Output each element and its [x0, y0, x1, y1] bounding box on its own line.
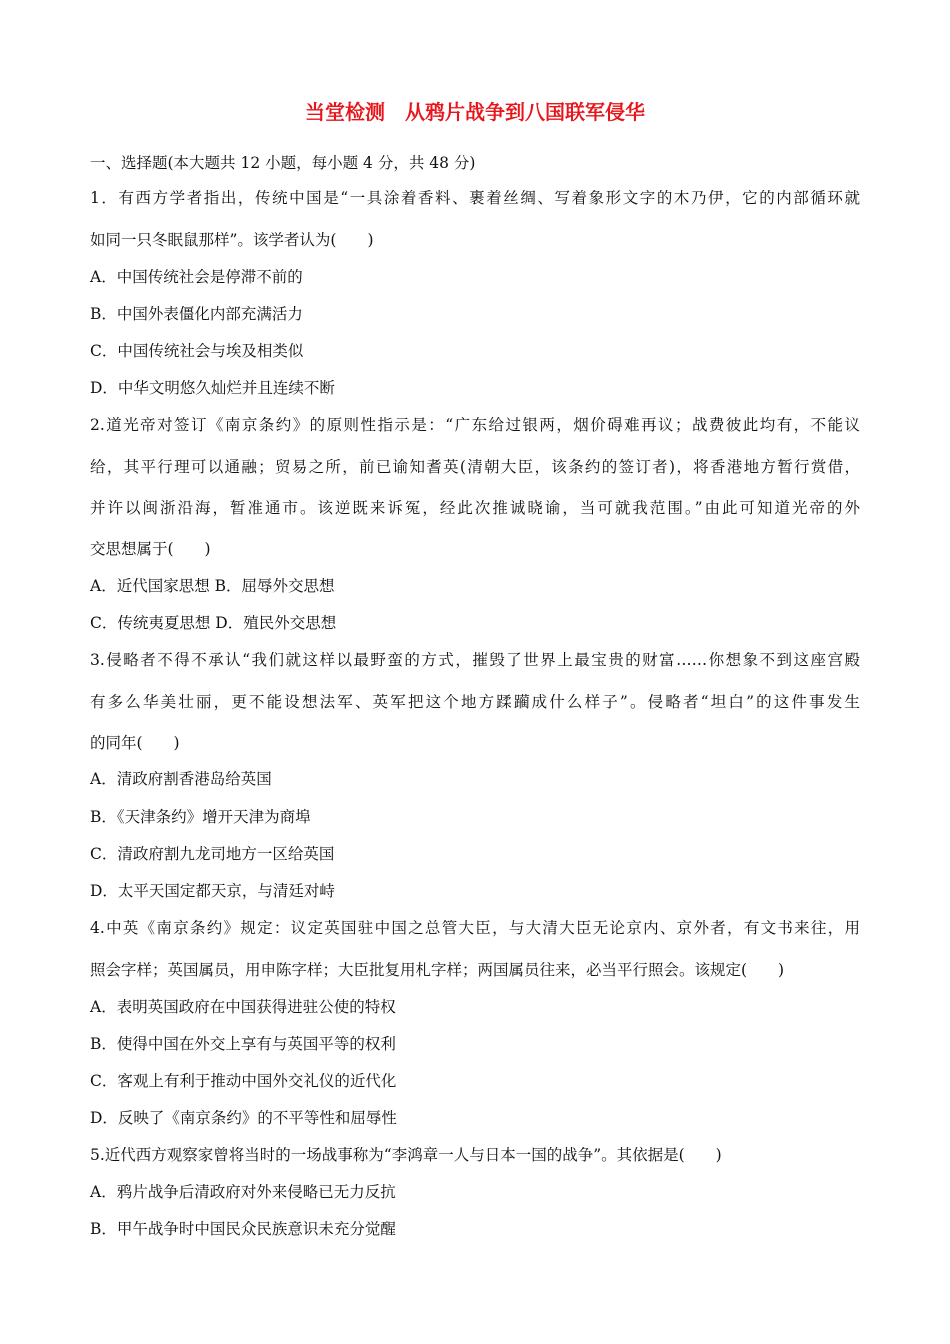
question-4-stem-line-1: 4.中英《南京条约》规定：议定英国驻中国之总管大臣，与大清大臣无论京内、京外者，有文书来往，用: [90, 919, 860, 937]
question-3-option-d: D．太平天国定都天京，与清廷对峙: [90, 882, 335, 900]
question-2-stem-line-4: 交思想属于( ): [90, 540, 211, 558]
question-2-options-cd: C．传统夷夏思想 D．殖民外交思想: [90, 614, 337, 632]
question-3-option-c: C．清政府割九龙司地方一区给英国: [90, 845, 335, 863]
question-1-stem-line-1: 1．有西方学者指出，传统中国是“一具涂着香料、裹着丝绸、写着象形文字的木乃伊，它的内部循环就: [90, 189, 860, 207]
question-1-stem-line-2: 如同一只冬眠鼠那样”。该学者认为( ): [90, 231, 374, 249]
question-5-option-a: A．鸦片战争后清政府对外来侵略已无力反抗: [90, 1183, 396, 1201]
question-4-option-b: B．使得中国在外交上享有与英国平等的权利: [90, 1035, 396, 1053]
question-2-stem-line-1: 2.道光帝对签订《南京条约》的原则性指示是：“广东给过银两，烟价碍难再议；战费彼此均有，不能议: [90, 416, 860, 434]
question-2-stem-line-2: 给，其平行理可以通融；贸易之所，前已谕知耆英(清朝大臣，该条约的签订者)，将香港地方暂行赏借，: [90, 458, 860, 476]
question-3-option-a: A．清政府割香港岛给英国: [90, 770, 272, 788]
question-1-option-c: C．中国传统社会与埃及相类似: [90, 342, 304, 360]
question-4-stem-line-2: 照会字样；英国属员，用申陈字样；大臣批复用札字样；两国属员往来，必当平行照会。该规定( ): [90, 961, 785, 979]
question-4-option-d: D．反映了《南京条约》的不平等性和屈辱性: [90, 1109, 397, 1127]
question-3-stem-line-1: 3.侵略者不得不承认“我们就这样以最野蛮的方式，摧毁了世界上最宝贵的财富……你想象不到这座宫殿: [90, 651, 860, 669]
question-3-option-b: B．《天津条约》增开天津为商埠: [90, 808, 311, 826]
question-3-stem-line-2: 有多么华美壮丽，更不能设想法军、英军把这个地方蹂躏成什么样子”。侵略者“坦白”的这件事发生: [90, 693, 860, 711]
question-2-options-ab: A．近代国家思想 B．屈辱外交思想: [90, 577, 335, 595]
question-1-option-d: D．中华文明悠久灿烂并且连续不断: [90, 379, 335, 397]
question-3-stem-line-3: 的同年( ): [90, 734, 180, 752]
page-title: 当堂检测 从鸦片战争到八国联军侵华: [305, 100, 645, 124]
question-2-stem-line-3: 并许以闽浙沿海，暂准通市。该逆既来诉冤，经此次推诚晓谕，当可就我范围。”由此可知道光帝的外: [90, 499, 860, 517]
section-heading: 一、选择题(本大题共 12 小题，每小题 4 分，共 48 分): [90, 154, 476, 172]
question-5-option-b: B．甲午战争时中国民众民族意识未充分觉醒: [90, 1220, 396, 1238]
question-4-option-c: C．客观上有利于推动中国外交礼仪的近代化: [90, 1072, 397, 1090]
question-4-option-a: A．表明英国政府在中国获得进驻公使的特权: [90, 998, 396, 1016]
question-1-option-a: A．中国传统社会是停滞不前的: [90, 268, 303, 286]
question-5-stem-line-1: 5.近代西方观察家曾将当时的一场战事称为“李鸿章一人与日本一国的战争”。其依据是( ): [90, 1146, 722, 1164]
question-1-option-b: B．中国外表僵化内部充满活力: [90, 305, 303, 323]
